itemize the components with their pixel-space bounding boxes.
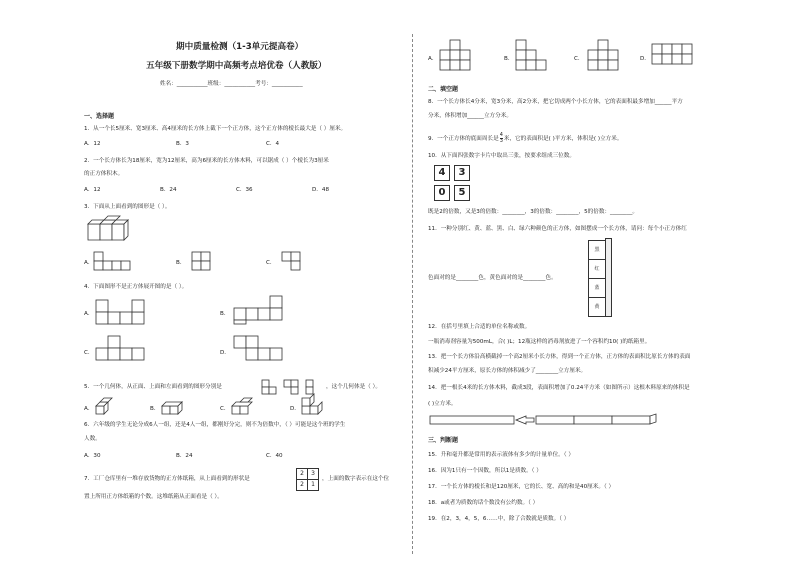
q5-view-figures: [262, 380, 324, 394]
question-2: 2．一个长方体长为18厘米，宽为12厘米，高为6厘米的长方体木料，可以锯成（ ）个棱长为3厘米: [84, 158, 329, 164]
question-14-cont: ( )立方米。: [428, 401, 457, 407]
q7-grid-cell: 1: [307, 479, 319, 491]
q6-option-b: B．24: [176, 453, 193, 459]
number-card: 3: [454, 165, 470, 181]
cube-face: 红: [588, 259, 606, 279]
q4-option-d-figure: [234, 336, 282, 360]
q14-wood-figure: [430, 414, 710, 426]
top-option-d: D．: [640, 56, 650, 62]
top-option-d-figure: [652, 44, 692, 64]
question-6-cont: 人数。: [84, 436, 101, 442]
q5-option-a-figure: [96, 398, 118, 416]
question-7-cont2: 置上所用正方体纸箱的个数。这堆纸箱从正面看是（ ）。: [84, 494, 223, 500]
question-7: 7．工厂仓库里有一堆存放货物的正方体纸箱，从上面看到的形状是: [84, 476, 250, 482]
student-info-line: 姓名：___________班级：___________考号：___________: [160, 81, 303, 87]
section-fill-heading: 二、填空题: [428, 86, 459, 93]
question-5: 5．一个几何体，从正面、上面和左面看到的图形分别是: [84, 384, 222, 390]
q7-top-view-grid: [296, 468, 318, 490]
question-12: 12．在括号里填上合适的单位名称或数。: [428, 324, 531, 330]
question-10-cont: 既是2的倍数，又是3的倍数：________，3的倍数：________，5的倍数：________。: [428, 209, 639, 215]
question-10: 10．从下面四张数字卡片中取出三张，按要求组成三位数。: [428, 153, 575, 159]
question-11: 11．一种分别红、黄、蓝、黑、白、绿六种颜色的正方体，如图摆成一个长方体，请问：每个小正方体红: [428, 226, 687, 232]
question-18: 18．a或者为质数的话个数没有公约数。（ ）: [428, 500, 539, 506]
cube-face: 黑: [588, 240, 606, 260]
number-card: 0: [434, 185, 450, 201]
q3-option-c: C．: [266, 260, 276, 266]
question-9-fraction: [500, 133, 503, 144]
top-option-a-figure: [440, 40, 470, 70]
q7-grid-cell: 3: [307, 468, 319, 480]
question-1: 1．从一个长5厘米、宽3厘米、高4厘米的长方体上截下一个正方体，这个正方体的棱长最大是（ ）厘米。: [84, 126, 347, 132]
q4-option-b: B．: [220, 311, 230, 317]
q4-option-c-figure: [96, 336, 144, 360]
question-15: 15．升和毫升都是常用的表示液体有多少的计量单位。（ ）: [428, 452, 574, 458]
top-option-b-figure: [516, 40, 546, 70]
question-16: 16．因为1只有一个因数，所以1是质数。（ ）: [428, 468, 542, 474]
q3-option-a: A．: [84, 260, 94, 266]
q5-option-c-figure: [232, 398, 254, 416]
question-12-cont: 一瓶消毒剂容量为500mL，合( )L；12瓶这样的消毒剂放进了一个容积约10( )的纸箱里。: [428, 339, 651, 345]
question-6: 6．六年级的学生无论分成6人一组，还是4人一组，都刚好分完，则不为倍数中，（ ）可能是这个班的学生: [84, 422, 346, 428]
q4-option-c: C．: [84, 350, 94, 356]
page-divider: [412, 34, 413, 554]
question-8: 8．一个长方体长4分米，宽3分米，高2分米，把它切成两个小长方体，它的表面积最多增加______平方: [428, 99, 683, 105]
q4-option-d: D．: [220, 350, 230, 356]
fraction-numerator: 4: [499, 132, 503, 138]
top-option-b: B．: [504, 56, 514, 62]
top-option-c: C．: [574, 56, 584, 62]
question-17: 17．一个长方体的棱长和是120厘米，它的长、宽、高的和是40厘米。（ ）: [428, 484, 615, 490]
fraction-denominator: 3: [499, 138, 503, 144]
q6-option-c: C．40: [266, 453, 283, 459]
question-5-cont: ，这个几何体是（ ）。: [326, 384, 381, 390]
q2-option-d: D．48: [312, 187, 330, 193]
section-choice-heading: 一、选择题: [84, 113, 115, 120]
cube-face: 蓝: [588, 278, 606, 298]
cube-side-face: [605, 238, 612, 317]
question-7-cont: ，上面的数字表示在这个位: [322, 476, 390, 482]
number-card: 5: [454, 185, 470, 201]
question-9: [428, 133, 622, 144]
q5-option-a: A．: [84, 406, 94, 412]
q3-option-a-figure: [94, 252, 130, 270]
question-14: 14．把一根长4米的长方体木料，截成3段，表面积增加了0.24平方米（如图所示）这根木料原来的体积是: [428, 385, 690, 391]
page-subtitle: 五年级下册数学期中高频考点培优卷（人教版）: [146, 61, 327, 71]
top-option-a: A．: [428, 56, 438, 62]
q1-option-c: C．4: [266, 141, 280, 147]
q3-option-c-figure: [282, 252, 300, 270]
q2-option-c: C．36: [236, 187, 253, 193]
q5-option-c: C．: [220, 406, 230, 412]
q7-grid-cell: 2: [296, 468, 308, 480]
q3-solid-figure: [88, 216, 134, 242]
section-judge-heading: 三、判断题: [428, 437, 459, 444]
q3-option-b-figure: [192, 252, 210, 270]
q6-option-a: A．30: [84, 453, 101, 459]
question-19: 19．在2，3，4，5，6……中，除了合数就是质数。（ ）: [428, 516, 570, 522]
question-2-cont: 的正方体积木。: [84, 171, 124, 177]
top-option-c-figure: [588, 40, 618, 70]
q2-option-a: A．12: [84, 187, 101, 193]
question-13: 13．把一个长方体沿高横截掉一个高2厘米小长方体，得到一个正方体，正方体的表面积比原长方体的表面: [428, 354, 691, 360]
q4-option-b-figure: [234, 296, 282, 324]
question-8-cont: 分米，体积增加______立方分米。: [428, 113, 512, 119]
q1-option-a: A．12: [84, 141, 101, 147]
q4-option-a-figure: [96, 300, 144, 324]
q2-option-b: B．24: [160, 187, 177, 193]
question-11-cont: 色面对的是________色，黄色面对的是________色。: [428, 275, 557, 281]
q5-option-b-figure: [162, 398, 184, 416]
q3-option-b: B．: [176, 260, 186, 266]
q11-cube-stack: [588, 236, 612, 318]
page-title: 期中质量检测（1-3单元提高卷）: [176, 42, 304, 52]
q4-option-a: A．: [84, 311, 94, 317]
question-13-cont: 积减少24平方厘米，原长方体的体积减少了________立方厘米。: [428, 368, 587, 374]
q5-option-b: B．: [150, 406, 160, 412]
cube-face: 黄: [588, 297, 606, 317]
question-4: 4．下面图形不是正方体展开图的是（ ）。: [84, 284, 188, 290]
q7-grid-cell: 2: [296, 479, 308, 491]
number-card: 4: [434, 165, 450, 181]
question-9-pre: 9．一个正方体的底面周长是: [428, 136, 499, 142]
q1-option-b: B．3: [176, 141, 189, 147]
q5-option-d: D．: [290, 406, 300, 412]
question-9-post: 米，它的表面积是( )平方米，体积是( )立方米。: [503, 136, 623, 142]
q5-option-d-figure: [302, 396, 324, 416]
question-3: 3．下面从上面看到的图形是（ ）。: [84, 204, 171, 210]
